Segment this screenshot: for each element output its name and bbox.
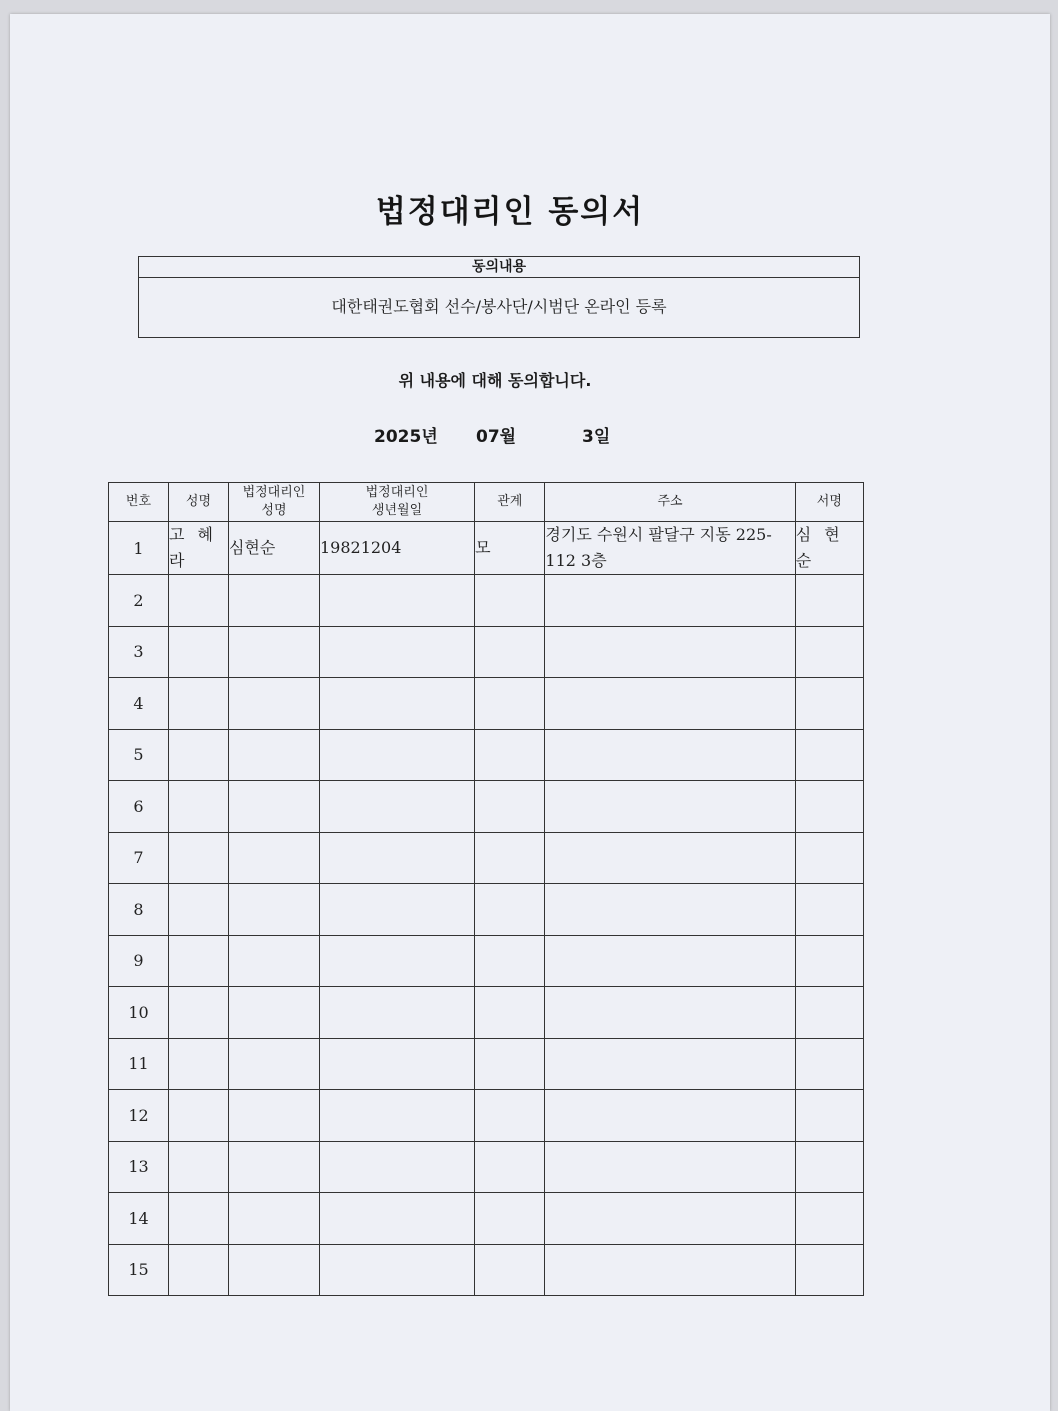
cell-relation: 모	[475, 522, 545, 575]
cell-address	[545, 987, 795, 1039]
cell-signature	[795, 987, 863, 1039]
consent-text: 대한태권도협회 선수/봉사단/시범단 온라인 등록	[331, 297, 667, 316]
cell-number: 10	[109, 987, 169, 1039]
cell-address	[545, 935, 795, 987]
cell-address	[545, 1090, 795, 1142]
registration-table	[108, 482, 864, 1296]
table-row	[109, 1090, 864, 1142]
cell-address	[545, 729, 795, 781]
cell-signature	[795, 832, 863, 884]
table-row	[109, 1193, 864, 1245]
cell-name	[168, 935, 228, 987]
cell-guardian-birth	[319, 1141, 474, 1193]
cell-number: 13	[109, 1141, 169, 1193]
cell-address: 경기도 수원시 팔달구 지동 225-112 3층	[545, 522, 795, 575]
cell-guardian-name	[228, 1244, 319, 1296]
cell-guardian-birth	[319, 678, 474, 730]
cell-signature	[795, 1090, 863, 1142]
table-row	[109, 935, 864, 987]
table-row	[109, 678, 864, 730]
cell-signature	[795, 575, 863, 627]
cell-signature	[795, 678, 863, 730]
cell-guardian-birth	[319, 1038, 474, 1090]
cell-name	[168, 884, 228, 936]
cell-guardian-birth	[319, 781, 474, 833]
date-year: 2025년	[374, 427, 438, 447]
cell-name	[168, 1090, 228, 1142]
table-row	[109, 884, 864, 936]
cell-guardian-name: 심현순	[228, 522, 319, 575]
cell-name	[168, 729, 228, 781]
document-title: 법정대리인 동의서	[375, 194, 645, 230]
cell-relation	[475, 1141, 545, 1193]
table-row	[109, 1038, 864, 1090]
cell-address	[545, 575, 795, 627]
cell-name	[168, 678, 228, 730]
cell-number: 1	[109, 522, 169, 575]
cell-signature	[795, 935, 863, 987]
cell-number: 8	[109, 884, 169, 936]
table-header-row	[109, 483, 864, 522]
cell-guardian-name	[228, 935, 319, 987]
cell-signature	[795, 626, 863, 678]
cell-guardian-birth	[319, 935, 474, 987]
table-row	[109, 1244, 864, 1296]
cell-address	[545, 832, 795, 884]
cell-name	[168, 1244, 228, 1296]
cell-relation	[475, 1244, 545, 1296]
cell-address	[545, 678, 795, 730]
cell-number: 14	[109, 1193, 169, 1245]
cell-guardian-birth	[319, 626, 474, 678]
header-name: 성명	[168, 483, 228, 522]
header-number: 번호	[109, 483, 169, 522]
cell-signature	[795, 781, 863, 833]
cell-guardian-name	[228, 1090, 319, 1142]
header-signature: 서명	[795, 483, 863, 522]
cell-relation	[475, 884, 545, 936]
cell-guardian-name	[228, 884, 319, 936]
cell-signature	[795, 884, 863, 936]
cell-signature	[795, 729, 863, 781]
cell-signature	[795, 1038, 863, 1090]
cell-guardian-birth	[319, 987, 474, 1039]
cell-signature	[795, 1141, 863, 1193]
cell-guardian-birth: 19821204	[319, 522, 474, 575]
cell-address	[545, 1193, 795, 1245]
cell-relation	[475, 1193, 545, 1245]
cell-relation	[475, 1038, 545, 1090]
cell-address	[545, 781, 795, 833]
agree-statement: 위 내용에 대해 동의합니다.	[398, 371, 592, 390]
cell-name	[168, 1141, 228, 1193]
cell-relation	[475, 678, 545, 730]
cell-name	[168, 626, 228, 678]
cell-address	[545, 1244, 795, 1296]
cell-guardian-name	[228, 1193, 319, 1245]
cell-signature: 심 현 순	[795, 522, 863, 575]
cell-guardian-name	[228, 832, 319, 884]
header-guardian-name: 법정대리인 성명	[228, 483, 319, 522]
cell-relation	[475, 832, 545, 884]
cell-guardian-name	[228, 678, 319, 730]
cell-relation	[475, 987, 545, 1039]
cell-signature	[795, 1193, 863, 1245]
cell-guardian-name	[228, 575, 319, 627]
cell-name	[168, 1038, 228, 1090]
cell-name	[168, 1193, 228, 1245]
cell-guardian-name	[228, 1141, 319, 1193]
table-row	[109, 729, 864, 781]
cell-guardian-name	[228, 987, 319, 1039]
cell-name: 고 혜 라	[168, 522, 228, 575]
cell-name	[168, 781, 228, 833]
cell-relation	[475, 626, 545, 678]
cell-number: 12	[109, 1090, 169, 1142]
cell-number: 15	[109, 1244, 169, 1296]
cell-guardian-name	[228, 626, 319, 678]
cell-guardian-birth	[319, 575, 474, 627]
date-month: 07월	[476, 427, 517, 447]
cell-guardian-name	[228, 729, 319, 781]
header-relation: 관계	[475, 483, 545, 522]
table-row	[109, 781, 864, 833]
table-row	[109, 987, 864, 1039]
cell-guardian-birth	[319, 1090, 474, 1142]
cell-address	[545, 1038, 795, 1090]
cell-relation	[475, 1090, 545, 1142]
cell-number: 5	[109, 729, 169, 781]
cell-guardian-name	[228, 781, 319, 833]
cell-guardian-birth	[319, 1193, 474, 1245]
table-row	[109, 522, 864, 575]
table-row	[109, 575, 864, 627]
header-address: 주소	[545, 483, 795, 522]
cell-relation	[475, 935, 545, 987]
cell-number: 3	[109, 626, 169, 678]
cell-number: 7	[109, 832, 169, 884]
cell-name	[168, 987, 228, 1039]
cell-address	[545, 626, 795, 678]
cell-name	[168, 575, 228, 627]
cell-address	[545, 1141, 795, 1193]
cell-number: 6	[109, 781, 169, 833]
cell-relation	[475, 781, 545, 833]
cell-guardian-birth	[319, 884, 474, 936]
table-row	[109, 1141, 864, 1193]
cell-guardian-birth	[319, 729, 474, 781]
cell-address	[545, 884, 795, 936]
cell-number: 2	[109, 575, 169, 627]
cell-number: 11	[109, 1038, 169, 1090]
cell-number: 4	[109, 678, 169, 730]
table-row	[109, 832, 864, 884]
cell-name	[168, 832, 228, 884]
date-day: 3일	[582, 427, 611, 447]
cell-relation	[475, 729, 545, 781]
header-guardian-birth: 법정대리인 생년월일	[319, 483, 474, 522]
consent-header: 동의내용	[139, 257, 859, 278]
cell-guardian-birth	[319, 1244, 474, 1296]
paper-sheet	[10, 14, 1050, 1411]
cell-guardian-name	[228, 1038, 319, 1090]
cell-number: 9	[109, 935, 169, 987]
table-row	[109, 626, 864, 678]
cell-relation	[475, 575, 545, 627]
consent-box	[138, 256, 860, 338]
cell-guardian-birth	[319, 832, 474, 884]
cell-signature	[795, 1244, 863, 1296]
